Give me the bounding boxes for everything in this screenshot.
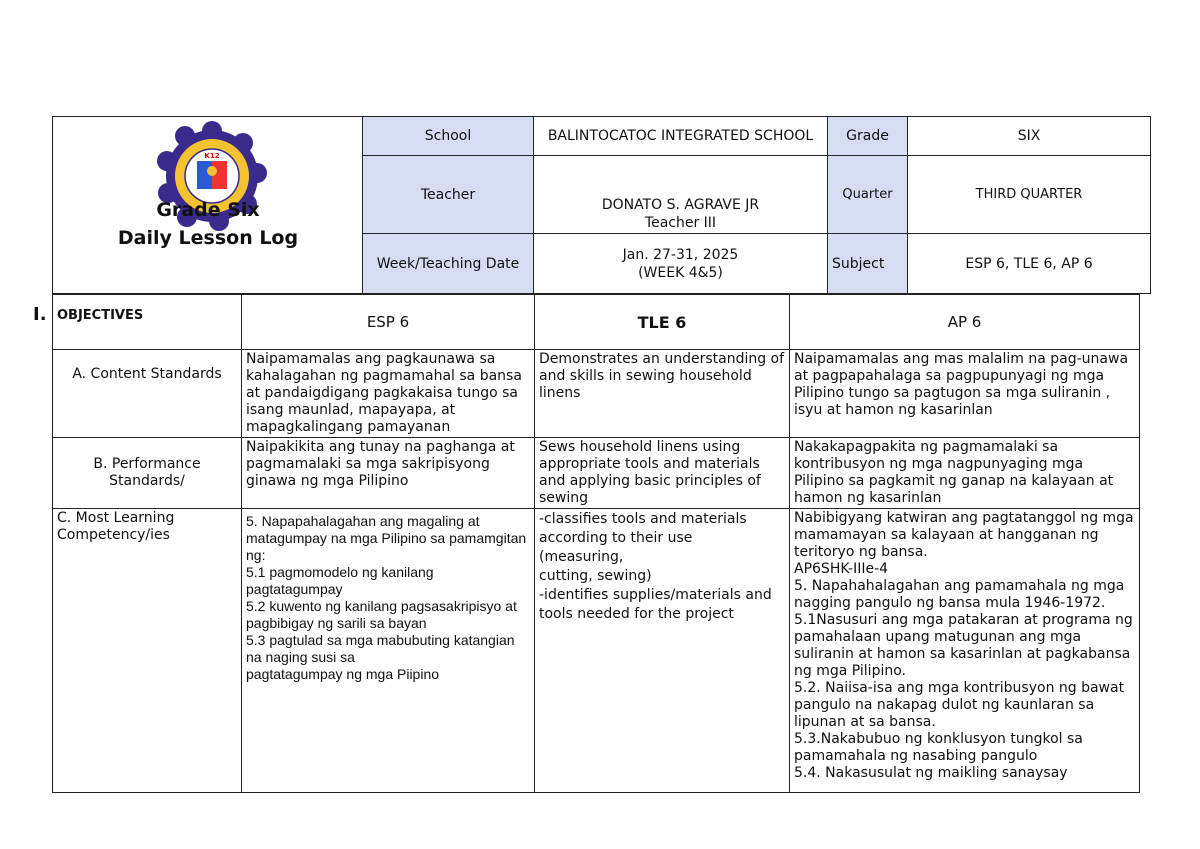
quarter-label: Quarter (828, 156, 908, 234)
performance-standards-tle: Sews household linens using appropriate tools and materials and applying basic principles of sewing (535, 438, 790, 509)
teacher-rank: Teacher III (644, 215, 717, 231)
content-standards-tle: Demonstrates an understanding of and skills in sewing household linens (535, 350, 790, 438)
objectives-heading: OBJECTIVES (53, 295, 242, 350)
subject-value: ESP 6, TLE 6, AP 6 (908, 234, 1151, 294)
competency-esp: 5. Napapahalagahan ang magaling at matagumpay na mga Pilipino sa pamamgitan ng: 5.1 pagmomodelo ng kanilang pagtatagumpay 5.2 kuwento ng kanilang pagsasakripisyo at pagbibigay ng sarili sa bayan 5.3 pagtulad sa mga mabubuting katangian na naging susi sa pagtatagumpay ng mga Piipino (242, 509, 535, 793)
title-dll: Daily Lesson Log (117, 227, 299, 249)
week-dates: Jan. 27-31, 2025 (622, 246, 739, 263)
grade-value: SIX (908, 117, 1151, 156)
section-numeral: I. (33, 304, 47, 325)
quarter-value: THIRD QUARTER (908, 156, 1151, 234)
grade-label: Grade (828, 117, 908, 156)
content-standards-esp: Naipamamalas ang pagkaunawa sa kahalagahan ng pagmamahal sa bansa at pandaigdigang pagkakaisa tungo sa isang maunlad, mapayapa, at mapagkalingang pamayanan (242, 350, 535, 438)
title-cell (53, 117, 363, 294)
performance-standards-esp: Naipakikita ang tunay na paghanga at pagmamalaki sa mga sakripisyong ginawa ng mga Pilipino (242, 438, 535, 509)
competency-ap: Nabibigyang katwiran ang pagtatanggol ng mga mamamayan sa kalayaan at hangganan ng teritoryo ng bansa. AP6SHK-IIIe-4 5. Napahahalagahan ang pamamahala ng mga nagging pangulo ng bansa mula 1946-1972. 5.1Nasusuri ang mga patakaran at programa ng pamahalaan upang matugunan ang mga suliranin at hamon sa kasarinlan at pagkabansa ng mga Pilipino. 5.2. Naiisa-isa ang mga kontribusyon ng bawat pangulo na nakapag dulot ng kaunlaran sa lipunan at sa bansa. 5.3.Nakabubuo ng konklusyon tungkol sa pamamahala ng nasabing pangulo 5.4. Nakasusulat ng maikling sanaysay (790, 509, 1140, 793)
performance-label-line1: B. Performance (93, 456, 201, 472)
competency-tle: -classifies tools and materials according to their use (measuring, cutting, sewing) -identifies supplies/materials and tools needed for the project (535, 509, 790, 793)
column-header-tle: TLE 6 (535, 295, 790, 350)
performance-label-line2: Standards/ (109, 473, 185, 489)
objectives-table (52, 294, 1140, 793)
school-value: BALINTOCATOC INTEGRATED SCHOOL (534, 117, 828, 156)
week-numbers: (WEEK 4&5) (638, 264, 723, 281)
performance-standards-label (53, 438, 242, 509)
subject-label: Subject (828, 234, 908, 294)
school-label: School (363, 117, 534, 156)
column-header-esp: ESP 6 (242, 295, 535, 350)
teacher-name: DONATO S. AGRAVE JR (601, 197, 760, 213)
column-header-ap: AP 6 (790, 295, 1140, 350)
teacher-label: Teacher (363, 156, 534, 234)
performance-standards-ap: Nakakapagpakita ng pagmamalaki sa kontribusyon ng mga nagpunyaging mga Pilipino sa pagkamit ng ganap na kalayaan at hamon ng kasarinlan (790, 438, 1140, 509)
header-table (52, 116, 1151, 294)
competency-label: C. Most Learning Competency/ies (53, 509, 242, 793)
title-grade: Grade Six (156, 199, 260, 221)
week-value (534, 234, 828, 294)
week-label: Week/Teaching Date (363, 234, 534, 294)
content-standards-ap: Naipamamalas ang mas malalim na pag-unawa at pagpapahalaga sa pagpupunyagi ng mga Pilipino tungo sa pagtugon sa mga suliranin , isyu at hamon ng kasarinlan (790, 350, 1140, 438)
content-standards-label: A. Content Standards (53, 350, 242, 438)
logo-badge: K12 (204, 152, 220, 160)
teacher-value (534, 156, 828, 234)
